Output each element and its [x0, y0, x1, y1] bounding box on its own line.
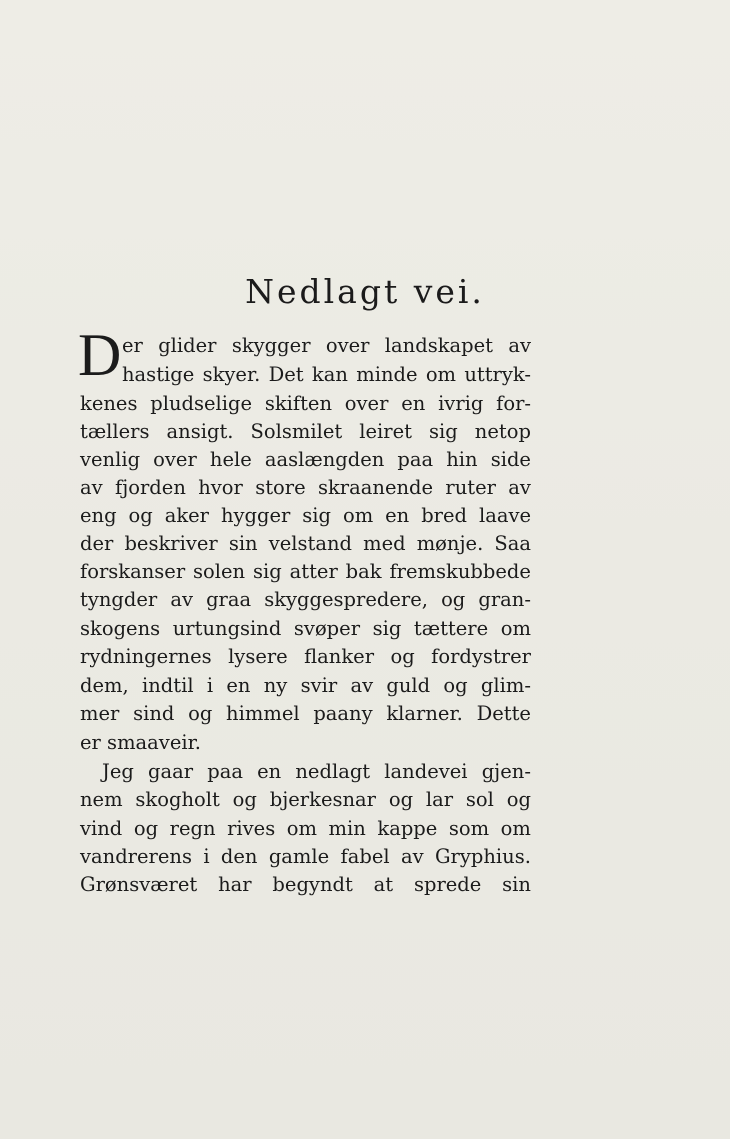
text-line: vandrerens i den gamle fabel av Gryphius.: [80, 845, 531, 868]
text-line: Grønsværet har begyndt at sprede sin: [80, 873, 531, 896]
text-line: hastige skyer. Det kan minde om uttryk-: [122, 363, 531, 386]
text-line: kenes pludselige skiften over en ivrig for-: [80, 392, 531, 415]
text-line: mer sind og himmel paany klarner. Dette: [80, 702, 531, 725]
text-line: Jeg gaar paa en nedlagt landevei gjen-: [102, 760, 531, 783]
text-line: eng og aker hygger sig om en bred laave: [80, 504, 531, 527]
text-line: er glider skygger over landskapet av: [122, 334, 531, 357]
chapter-title: Nedlagt vei.: [245, 272, 485, 311]
text-line: dem, indtil i en ny svir av guld og glim-: [80, 674, 531, 697]
text-line: skogens urtungsind svøper sig tættere om: [80, 617, 531, 640]
text-line: forskanser solen sig atter bak fremskubbede: [80, 560, 531, 583]
text-line: av fjorden hvor store skraanende ruter av: [80, 476, 531, 499]
text-line: rydningernes lysere flanker og fordystrer: [80, 645, 531, 668]
text-line: nem skogholt og bjerkesnar og lar sol og: [80, 788, 531, 811]
text-line: venlig over hele aaslængden paa hin side: [80, 448, 531, 471]
text-line: der beskriver sin velstand med mønje. Saa: [80, 532, 531, 555]
text-line: er smaaveir.: [80, 731, 201, 754]
text-line: tyngder av graa skyggespredere, og gran-: [80, 588, 531, 611]
text-line: vind og regn rives om min kappe som om: [80, 817, 531, 840]
drop-cap: D: [78, 322, 122, 388]
text-line: tællers ansigt. Solsmilet leiret sig netop: [80, 420, 531, 443]
